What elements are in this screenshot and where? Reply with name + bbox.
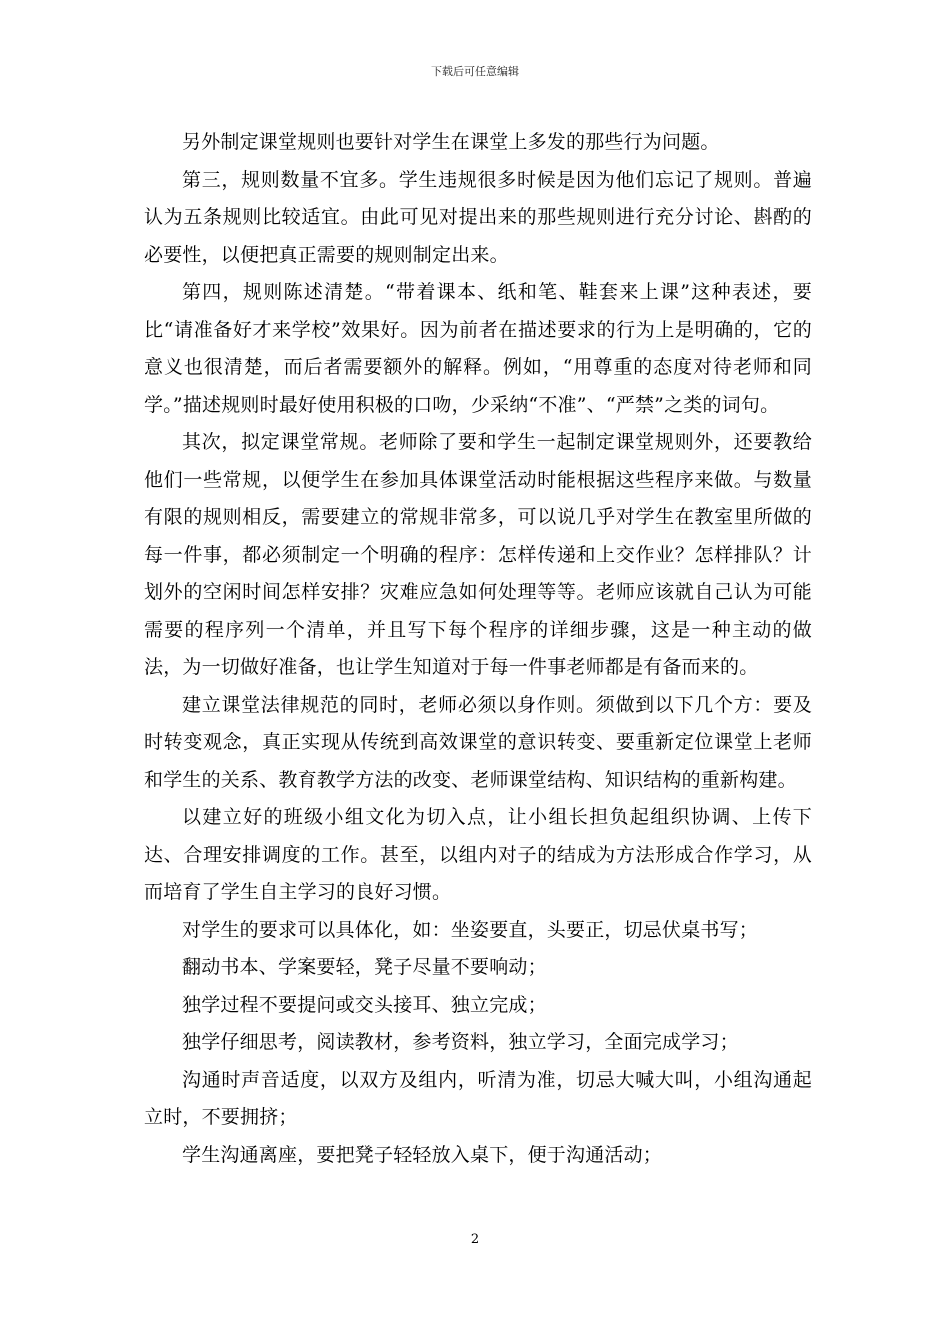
page-number: 2 xyxy=(470,1232,480,1247)
paragraph: 学生沟通离座，要把凳子轻轻放入桌下，便于沟通活动； xyxy=(182,1143,663,1166)
paragraph: 沟通时声音适度，以双方及组内，听清为准，切忌大喊大叫，小组沟通起立时，不要拥挤； xyxy=(144,1068,812,1128)
paragraph: 其次，拟定课堂常规。老师除了要和学生一起制定课堂规则外，还要教给他们一些常规，以便学生在参加具体课堂活动时能根据这些程序来做。与数量有限的规则相反，需要建立的常规非常多，可以说几乎对学生在教室里所做的每一件事，都必须制定一个明确的程序：怎样传递和上交作业？怎样排队？计划外的空闲时间怎样安排？灾难应急如何处理等等。老师应该就自己认为可能需要的程序列一个清单，并且写下每个程序的详细步骤，这是一种主动的做法，为一切做好准备，也让学生知道对于每一件事老师都是有备而来的。 xyxy=(144,431,812,678)
paragraph: 第三，规则数量不宜多。学生违规很多时候是因为他们忘记了规则。普遍认为五条规则比较适宜。由此可见对提出来的那些规则进行充分讨论、斟酌的必要性，以便把真正需要的规则制定出来。 xyxy=(144,168,812,266)
paragraph: 对学生的要求可以具体化，如：坐姿要直，头要正，切忌伏桌书写； xyxy=(182,918,759,941)
paragraph: 独学仔细思考，阅读教材，参考资料，独立学习，全面完成学习； xyxy=(182,1031,739,1053)
paragraph: 建立课堂法律规范的同时，老师必须以身作则。须做到以下几个方：要及时转变观念，真正实现从传统到高效课堂的意识转变、要重新定位课堂上老师和学生的关系、教育教学方法的改变、老师课堂结构、知识结构的重新构建。 xyxy=(144,693,812,791)
paragraph: 另外制定课堂规则也要针对学生在课堂上多发的那些行为问题。 xyxy=(182,131,720,153)
page-header: 下载后可任意编辑 xyxy=(431,65,519,78)
paragraph: 独学过程不要提问或交头接耳、独立完成； xyxy=(182,993,547,1016)
paragraph: 翻动书本、学案要轻，凳子尽量不要响动； xyxy=(182,956,547,978)
paragraph: 第四，规则陈述清楚。“带着课本、纸和笔、鞋套来上课”这种表述，要比“请准备好才来学校”效果好。因为前者在描述要求的行为上是明确的，它的意义也很清楚，而后者需要额外的解释。例如，“用尊重的态度对待老师和同学。”描述规则时最好使用积极的口吻，少采纳“不准”、“严禁”之类的词句。 xyxy=(144,281,812,416)
paragraph: 以建立好的班级小组文化为切入点，让小组长担负起组织协调、上传下达、合理安排调度的工作。甚至，以组内对子的结成为方法形成合作学习，从而培育了学生自主学习的良好习惯。 xyxy=(144,806,812,903)
document-body xyxy=(144,124,812,1174)
